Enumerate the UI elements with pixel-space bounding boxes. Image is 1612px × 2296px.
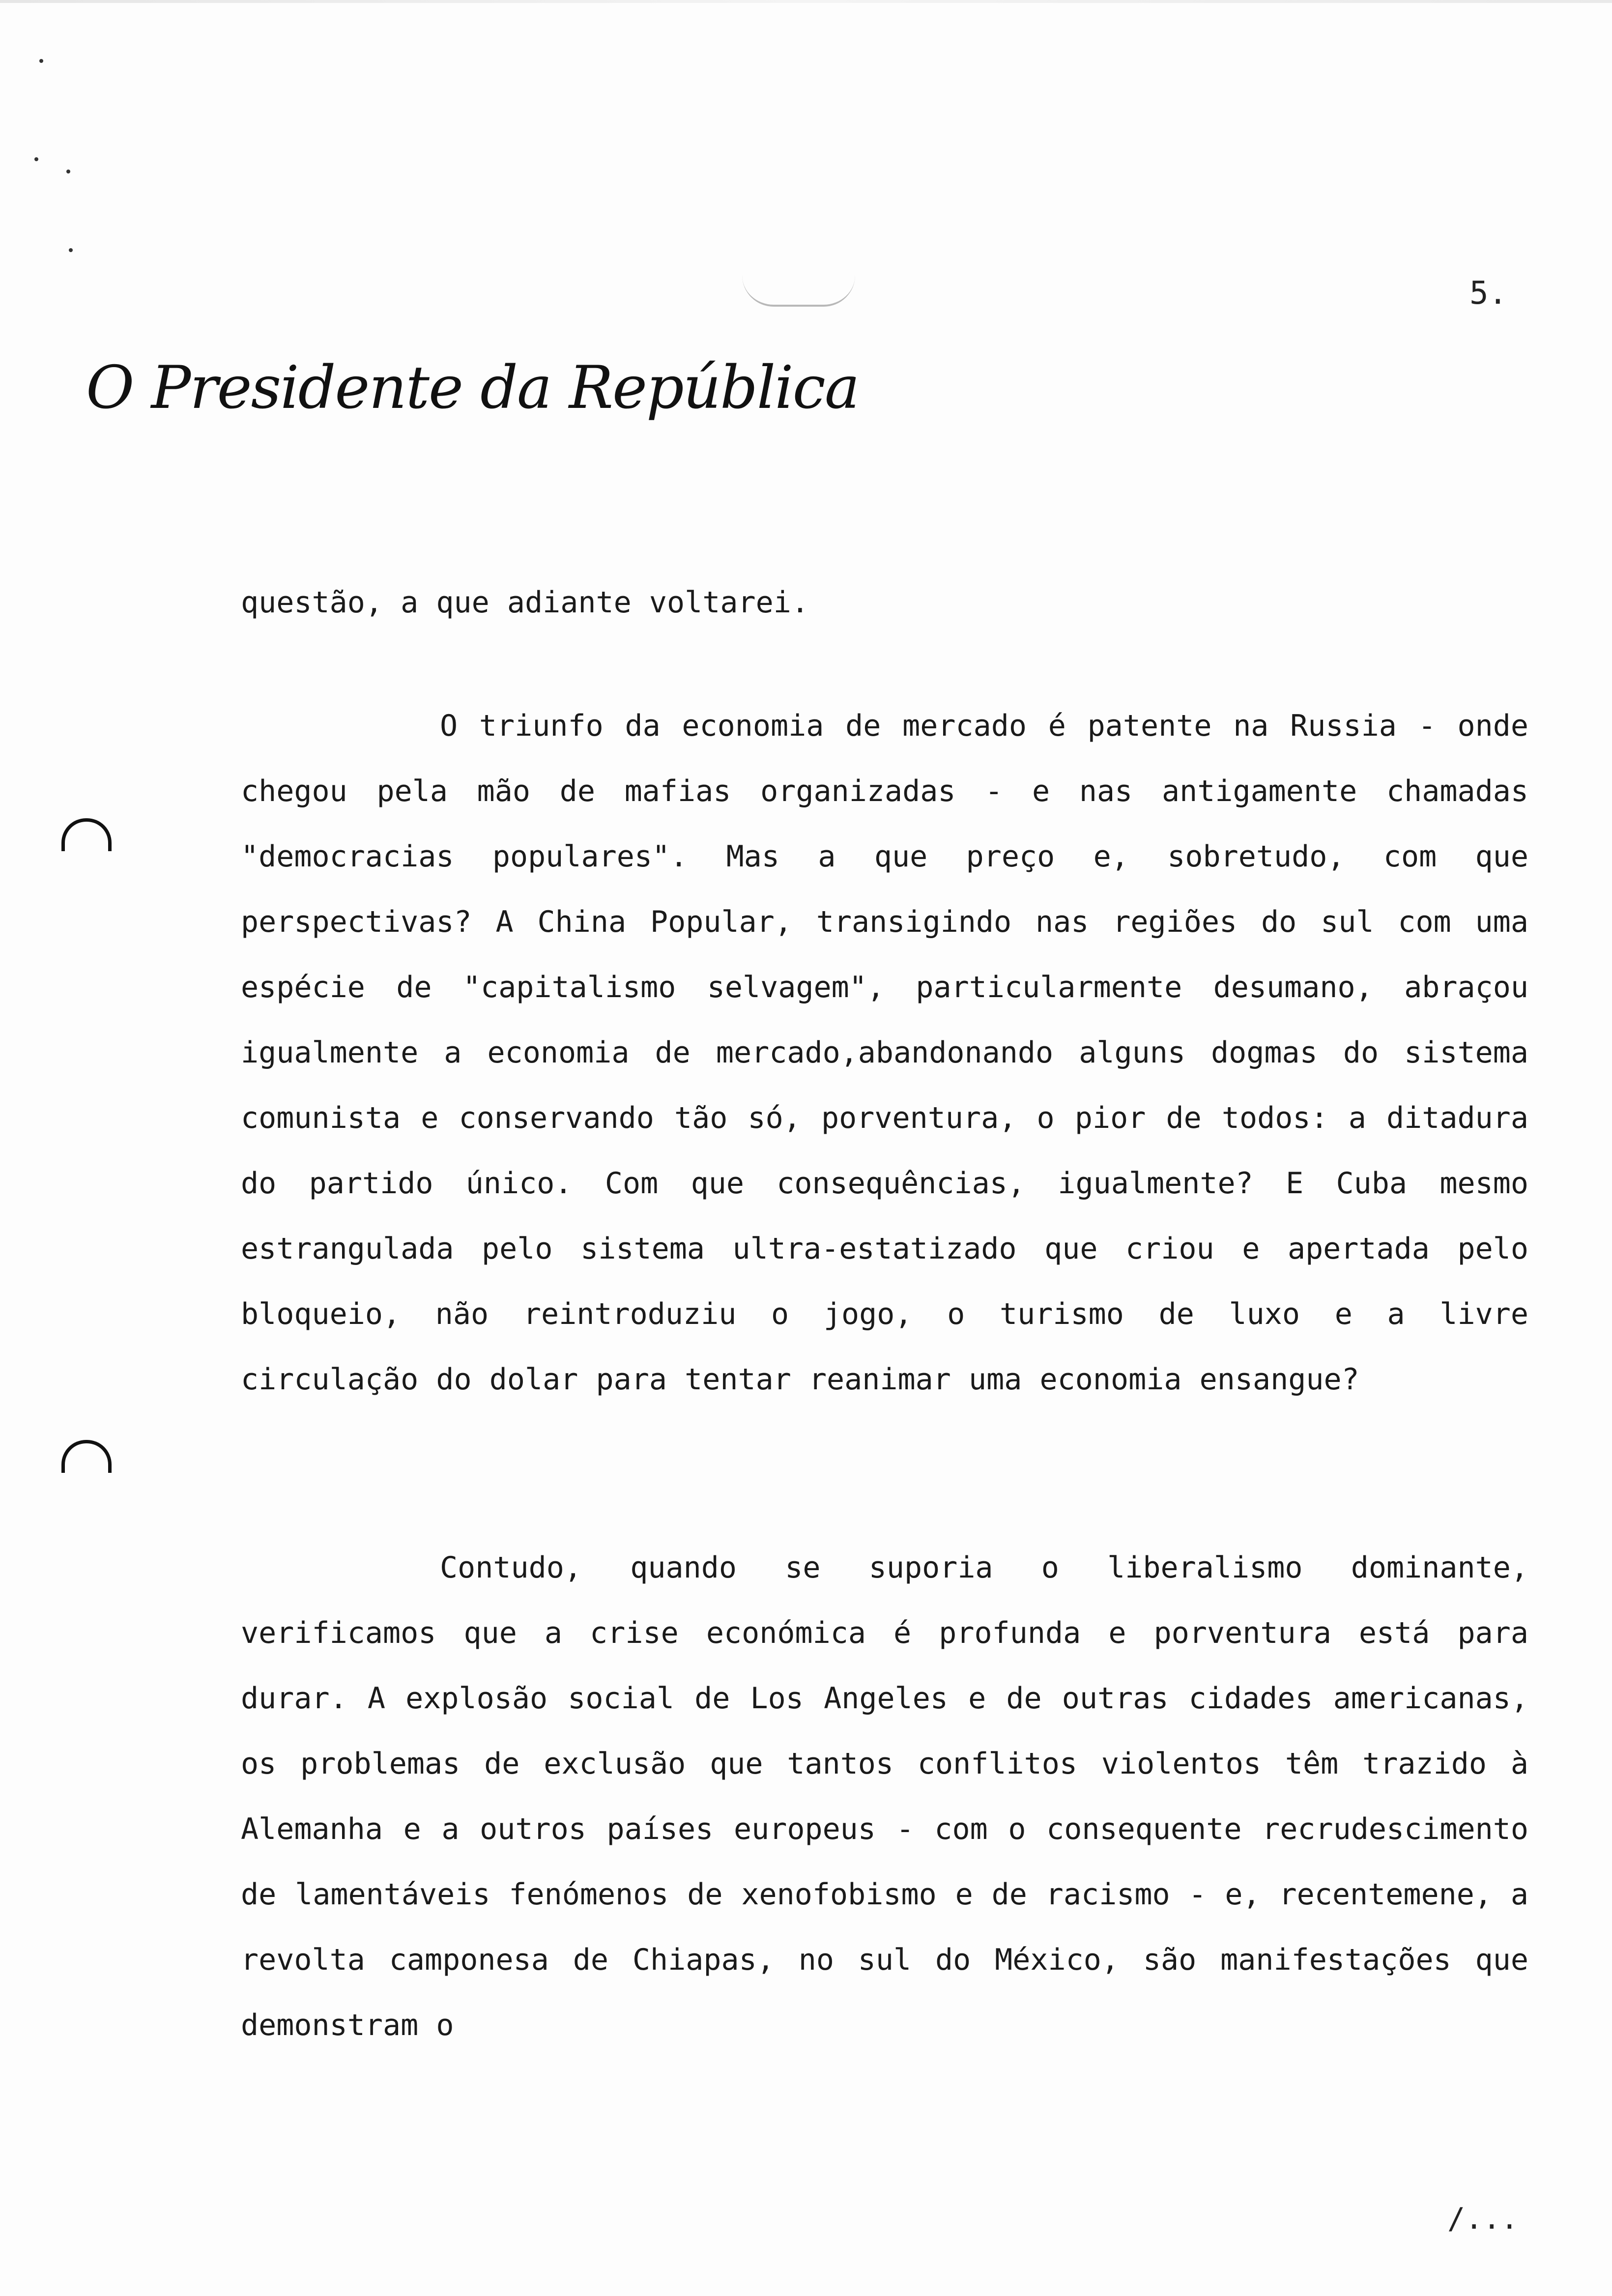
- scan-speck: [39, 59, 43, 63]
- paragraph-economic-crisis: Contudo, quando se suporia o liberalismo dominante, verificamos que a crise económica é profunda e porventura está para durar. A explosão social de Los Angeles e de outras cidades americanas, os problemas de exclusão que tantos conflitos violentos têm trazido à Alemanha e a outros países europeus - com o consequente recrudescimento de lamentáveis fenómenos de xenofobismo e de racismo - e, recentemene, a revolta camponesa de Chiapas, no sul do México, são manifestações que demonstram o: [241, 1550, 1528, 2042]
- ink-smudge: [742, 275, 855, 307]
- body-text: [241, 570, 1528, 2058]
- letterhead-title: O Presidente da República: [86, 354, 859, 422]
- paragraph-market-economy: O triunfo da economia de mercado é patente na Russia - onde chegou pela mão de mafias organizadas - e nas antigamente chamadas "democracias populares". Mas a que preço e, sobretudo, com que perspectivas? A China Popular, transigindo nas regiões do sul com uma espécie de "capitalismo selvagem", particularmente desumano, abraçou igualmente a economia de mercado,abandonando alguns dogmas do sistema comunista e conservando tão só, porventura, o pior de todos: a ditadura do partido único. Com que consequências, igualmente? E Cuba mesmo estrangulada pelo sistema ultra-estatizado que criou e apertada pelo bloqueio, não reintroduziu o jogo, o turismo de luxo e a livre circulação do dolar para tentar reanimar uma economia ensangue?: [241, 709, 1528, 1397]
- punch-hole-icon: [61, 818, 112, 851]
- paragraph-continued: questão, a que adiante voltarei.: [241, 585, 809, 620]
- punch-hole-icon: [61, 1440, 112, 1473]
- scan-speck: [66, 170, 70, 173]
- scan-speck: [34, 157, 38, 161]
- page-number: 5.: [1469, 275, 1508, 312]
- scan-edge: [0, 0, 1612, 3]
- scan-speck: [69, 248, 73, 252]
- continuation-mark: /...: [1447, 2202, 1519, 2236]
